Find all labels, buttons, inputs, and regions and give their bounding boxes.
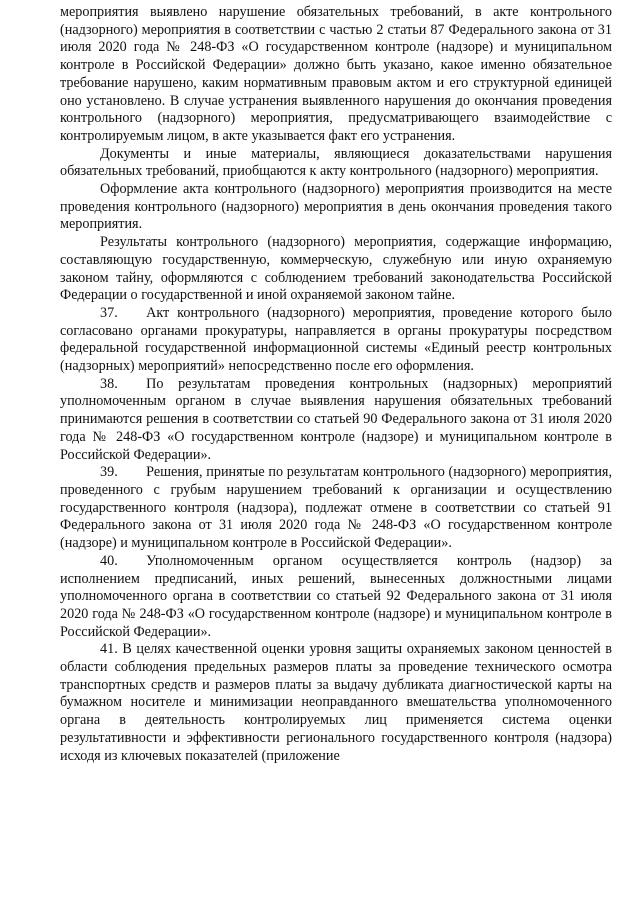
paragraph-evidence-documents: Документы и иные материалы, являющиеся доказательствами нарушения обязательных требований, приобщаются к акту контрольного (надзорного) мероприятия.: [60, 145, 612, 180]
paragraph-act-execution: Оформление акта контрольного (надзорного) мероприятия производится на месте проведения контрольного (надзорного) мероприятия в день окончания проведения такого мероприятия.: [60, 181, 612, 233]
paragraph-secret-results: Результаты контрольного (надзорного) мероприятия, содержащие информацию, составляющую государственную, коммерческую, служебную или иную охраняемую законом тайну, оформляются с соблюдением требований законодательства Российской Федерации о государственной и иной охраняемой законом тайне.: [60, 234, 612, 304]
paragraph-item-38: 38. По результатам проведения контрольных (надзорных) мероприятий уполномоченным органом в случае выявления нарушения обязательных требований принимаются решения в соответствии со статьей 90 Федерального закона от 31 июля 2020 года № 248-ФЗ «О государственном контроле (надзоре) и муниципальном контроле в Российской Федерации».: [60, 375, 612, 463]
paragraph-item-37: 37. Акт контрольного (надзорного) мероприятия, проведение которого было согласовано органами прокуратуры, направляется в органы прокуратуры посредством федеральной государственной информационной системы «Единый реестр контрольных (надзорных) мероприятий» непосредственно после его оформления.: [60, 304, 612, 375]
document-page: [60, 4, 612, 765]
paragraph-act-violation: мероприятия выявлено нарушение обязательных требований, в акте контрольного (надзорного) мероприятия в соответствии с частью 2 статьи 87 Федерального закона от 31 июля 2020 года № 248-ФЗ «О государственном контроле (надзоре) и муниципальном контроле в Российской Федерации» должно быть указано, какое именно обязательное требование нарушено, каким нормативным правовым актом и его структурной единицей оно установлено. В случае устранения выявленного нарушения до окончания проведения контрольного (надзорного) мероприятия, предусматривающего взаимодействие с контролируемым лицом, в акте указывается факт его устранения.: [60, 4, 612, 144]
paragraph-item-41: 41. В целях качественной оценки уровня защиты охраняемых законом ценностей в области соблюдения предельных размеров платы за проведение технического осмотра транспортных средств и размеров платы за выдачу дубликата диагностической карты на бумажном носителе и минимизации неоправданного вмешательства уполномоченного органа в деятельность контролируемых лиц применяется система оценки результативности и эффективности регионального государственного контроля (надзора) исходя из ключевых показателей (приложение: [60, 641, 612, 764]
paragraph-item-40: 40. Уполномоченным органом осуществляется контроль (надзор) за исполнением предписаний, иных решений, вынесенных должностными лицами уполномоченного органа в соответствии со статьей 92 Федерального закона от 31 июля 2020 года № 248-ФЗ «О государственном контроле (надзоре) и муниципальном контроле в Российской Федерации».: [60, 552, 612, 640]
paragraph-item-39: 39. Решения, принятые по результатам контрольного (надзорного) мероприятия, проведенного с грубым нарушением требований к организации и осуществлению государственного контроля (надзора), подлежат отмене в соответствии со статьей 91 Федерального закона от 31 июля 2020 года № 248-ФЗ «О государственном контроле (надзоре) и муниципальном контроле в Российской Федерации».: [60, 464, 612, 552]
